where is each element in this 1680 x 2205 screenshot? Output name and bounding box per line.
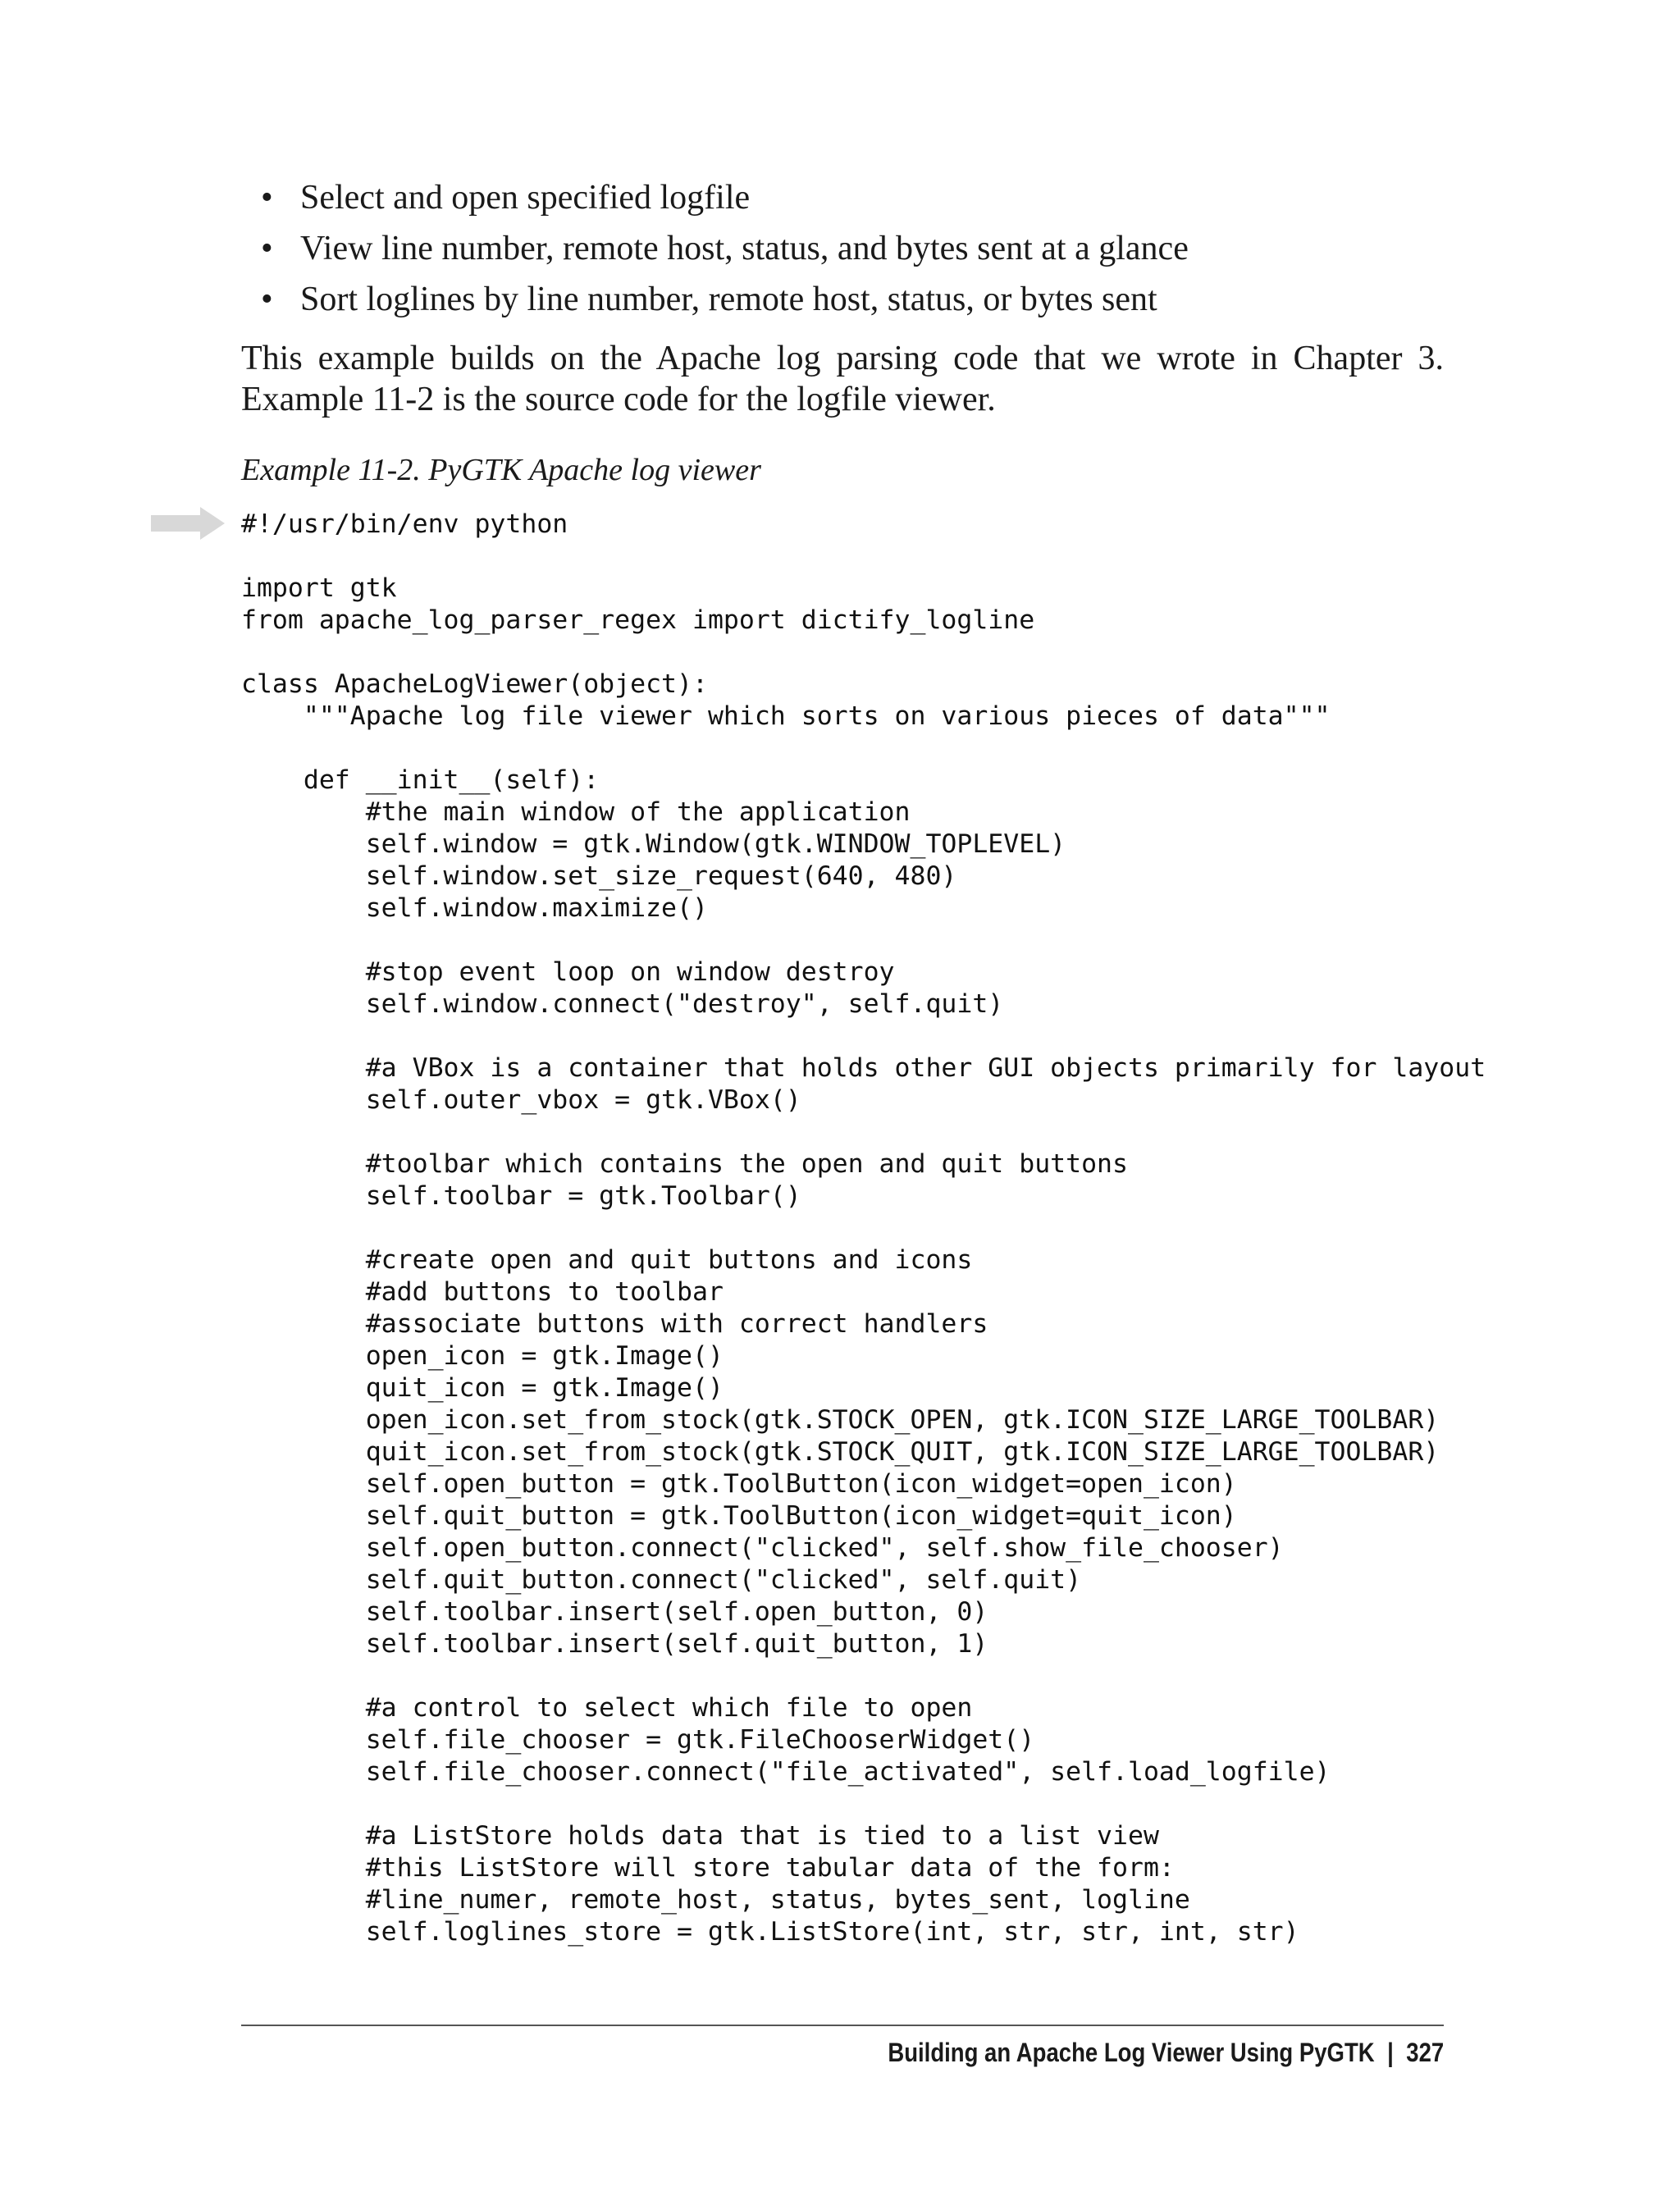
code-line: def __init__(self): xyxy=(241,765,600,795)
code-line: quit_icon.set_from_stock(gtk.STOCK_QUIT, gtk.ICON_SIZE_LARGE_TOOLBAR) xyxy=(241,1437,1440,1467)
code-line: self.window.maximize() xyxy=(241,893,708,923)
code-line: #add buttons to toolbar xyxy=(241,1277,724,1307)
footer-separator: | xyxy=(1386,2038,1394,2067)
code-line: #the main window of the application xyxy=(241,797,911,827)
code-line: self.open_button.connect("clicked", self.show_file_chooser) xyxy=(241,1533,1284,1563)
code-line: open_icon.set_from_stock(gtk.STOCK_OPEN, gtk.ICON_SIZE_LARGE_TOOLBAR) xyxy=(241,1405,1440,1435)
bullet-text: View line number, remote host, status, and bytes sent at a glance xyxy=(300,230,1189,267)
code-line: open_icon = gtk.Image() xyxy=(241,1341,724,1371)
code-line: self.quit_button = gtk.ToolButton(icon_widget=quit_icon) xyxy=(241,1501,1237,1531)
code-line: """Apache log file viewer which sorts on various pieces of data""" xyxy=(241,701,1331,731)
code-line: self.file_chooser = gtk.FileChooserWidget() xyxy=(241,1725,1035,1755)
code-line: self.toolbar.insert(self.open_button, 0) xyxy=(241,1597,988,1627)
code-line: #toolbar which contains the open and quit buttons xyxy=(241,1149,1128,1179)
intro-paragraph: This example builds on the Apache log parsing code that we wrote in Chapter 3. Example 11-2 is the source code for the logfile viewer. xyxy=(241,340,1444,418)
code-line: self.file_chooser.connect("file_activated", self.load_logfile) xyxy=(241,1757,1331,1787)
arrow-shape xyxy=(151,507,225,540)
code-listing xyxy=(241,509,1486,1948)
bullet-icon: • xyxy=(261,281,273,318)
code-line: self.open_button = gtk.ToolButton(icon_widget=open_icon) xyxy=(241,1469,1237,1499)
code-line: self.outer_vbox = gtk.VBox() xyxy=(241,1085,801,1115)
code-line: #a VBox is a container that holds other GUI objects primarily for layout xyxy=(241,1053,1486,1083)
code-line: quit_icon = gtk.Image() xyxy=(241,1373,724,1403)
footer-section-title: Building an Apache Log Viewer Using PyGTK xyxy=(888,2038,1375,2067)
code-line: #line_numer, remote_host, status, bytes_sent, logline xyxy=(241,1885,1190,1915)
code-line: import gtk xyxy=(241,573,397,603)
bullet-icon: • xyxy=(261,230,273,267)
bullet-item xyxy=(243,172,1449,223)
code-line: #create open and quit buttons and icons xyxy=(241,1245,973,1275)
code-line: #stop event loop on window destroy xyxy=(241,957,895,987)
code-line: self.toolbar = gtk.Toolbar() xyxy=(241,1181,801,1211)
page-number: 327 xyxy=(1406,2038,1444,2067)
bullet-icon: • xyxy=(261,179,273,217)
code-line: self.window.connect("destroy", self.quit) xyxy=(241,989,1004,1019)
bullet-item xyxy=(243,223,1449,274)
footer-rule xyxy=(241,2025,1444,2026)
code-line: from apache_log_parser_regex import dictify_logline xyxy=(241,605,1035,635)
code-line: #!/usr/bin/env python xyxy=(241,509,568,539)
page-footer xyxy=(888,2034,1444,2070)
example-caption: Example 11-2. PyGTK Apache log viewer xyxy=(241,453,761,487)
code-line: self.quit_button.connect("clicked", self.quit) xyxy=(241,1565,1082,1595)
bullet-text: Select and open specified logfile xyxy=(300,179,751,217)
code-line: self.window = gtk.Window(gtk.WINDOW_TOPLEVEL) xyxy=(241,829,1066,859)
code-line: class ApacheLogViewer(object): xyxy=(241,669,708,699)
code-line: #a control to select which file to open xyxy=(241,1693,973,1723)
code-line: self.toolbar.insert(self.quit_button, 1) xyxy=(241,1629,988,1659)
code-line: self.window.set_size_request(640, 480) xyxy=(241,861,957,891)
feature-bullet-list xyxy=(243,172,1449,325)
code-line: #this ListStore will store tabular data of the form: xyxy=(241,1853,1175,1883)
bullet-item xyxy=(243,274,1449,325)
arrow-marker-icon xyxy=(151,507,225,540)
code-line: self.loglines_store = gtk.ListStore(int, str, str, int, str) xyxy=(241,1917,1299,1947)
code-line: #a ListStore holds data that is tied to a list view xyxy=(241,1821,1159,1851)
code-line: #associate buttons with correct handlers xyxy=(241,1309,988,1339)
bullet-text: Sort loglines by line number, remote host, status, or bytes sent xyxy=(300,281,1157,318)
